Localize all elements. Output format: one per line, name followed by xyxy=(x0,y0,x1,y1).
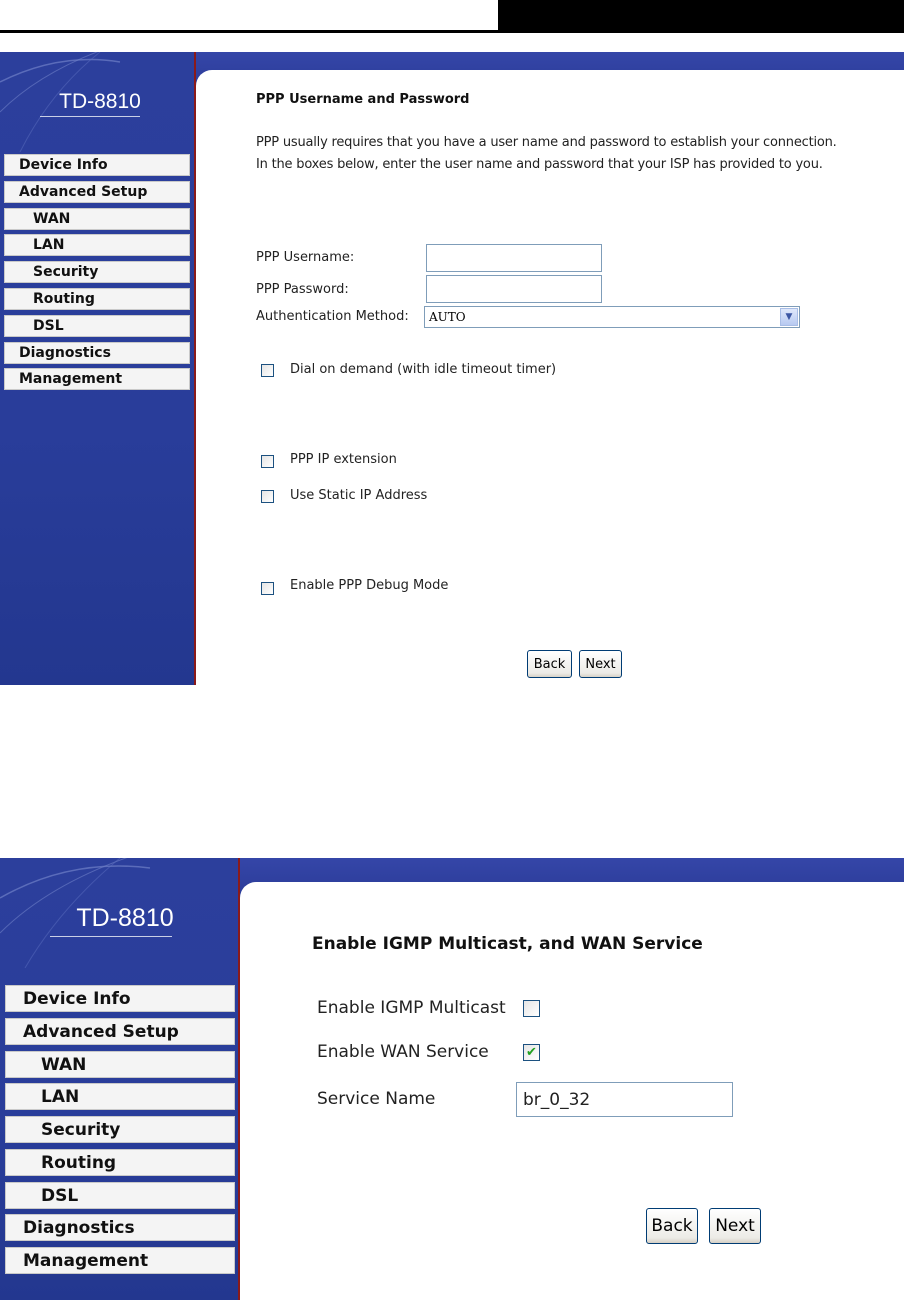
check-icon: ✔ xyxy=(526,1045,537,1060)
dial-on-demand-checkbox[interactable] xyxy=(261,364,274,377)
intro-text-line-1: PPP usually requires that you have a user name and password to establish your connection. xyxy=(256,135,837,150)
menu-advanced-setup[interactable]: Advanced Setup xyxy=(5,1018,235,1045)
service-name-label: Service Name xyxy=(317,1089,436,1109)
page-title: PPP Username and Password xyxy=(256,92,470,107)
auth-method-select[interactable] xyxy=(424,306,800,328)
menu-diagnostics[interactable]: Diagnostics xyxy=(5,1214,235,1241)
ppp-ip-extension-label: PPP IP extension xyxy=(290,452,397,467)
static-ip-checkbox[interactable] xyxy=(261,490,274,503)
ppp-debug-label: Enable PPP Debug Mode xyxy=(290,578,449,593)
chevron-down-icon[interactable]: ▼ xyxy=(780,308,798,326)
auth-method-label: Authentication Method: xyxy=(256,309,409,324)
ppp-ip-extension-checkbox[interactable] xyxy=(261,455,274,468)
menu-security[interactable]: Security xyxy=(4,261,190,283)
menu-wan[interactable]: WAN xyxy=(5,1051,235,1078)
intro-text-line-2: In the boxes below, enter the user name and password that your ISP has provided to you. xyxy=(256,157,823,172)
document-header-bar xyxy=(498,0,904,33)
wan-service-panel xyxy=(0,858,904,1300)
igmp-multicast-checkbox[interactable] xyxy=(523,1000,540,1017)
menu-management[interactable]: Management xyxy=(5,1247,235,1274)
next-button[interactable]: Next xyxy=(579,650,622,678)
password-input[interactable] xyxy=(426,275,602,303)
igmp-multicast-label: Enable IGMP Multicast xyxy=(317,998,506,1018)
menu-routing[interactable]: Routing xyxy=(5,1149,235,1176)
back-button[interactable]: Back xyxy=(646,1208,698,1244)
service-name-input[interactable]: br_0_32 xyxy=(516,1082,733,1117)
logo-underline xyxy=(40,116,140,117)
menu-lan[interactable]: LAN xyxy=(5,1083,235,1110)
page-title: Enable IGMP Multicast, and WAN Service xyxy=(312,934,703,954)
menu-lan[interactable]: LAN xyxy=(4,234,190,256)
menu-device-info[interactable]: Device Info xyxy=(4,154,190,176)
password-label: PPP Password: xyxy=(256,282,349,297)
menu-device-info[interactable]: Device Info xyxy=(5,985,235,1012)
menu-routing[interactable]: Routing xyxy=(4,288,190,310)
device-logo: TD-8810 xyxy=(76,904,174,932)
wan-service-checkbox[interactable] xyxy=(523,1044,540,1061)
username-input[interactable] xyxy=(426,244,602,272)
ppp-debug-checkbox[interactable] xyxy=(261,582,274,595)
menu-advanced-setup[interactable]: Advanced Setup xyxy=(4,181,190,203)
logo-underline xyxy=(50,936,172,937)
dial-on-demand-label: Dial on demand (with idle timeout timer) xyxy=(290,362,557,377)
device-logo: TD-8810 xyxy=(59,90,141,113)
menu-management[interactable]: Management xyxy=(4,368,190,390)
menu-dsl[interactable]: DSL xyxy=(5,1182,235,1209)
wan-service-label: Enable WAN Service xyxy=(317,1042,489,1062)
username-label: PPP Username: xyxy=(256,250,355,265)
back-button[interactable]: Back xyxy=(527,650,572,678)
ppp-settings-panel xyxy=(0,52,904,685)
menu-dsl[interactable]: DSL xyxy=(4,315,190,337)
menu-security[interactable]: Security xyxy=(5,1116,235,1143)
static-ip-label: Use Static IP Address xyxy=(290,488,428,503)
document-header-rule xyxy=(0,30,498,33)
menu-wan[interactable]: WAN xyxy=(4,208,190,230)
next-button[interactable]: Next xyxy=(709,1208,761,1244)
auth-method-value: AUTO xyxy=(429,310,466,324)
menu-diagnostics[interactable]: Diagnostics xyxy=(4,342,190,364)
